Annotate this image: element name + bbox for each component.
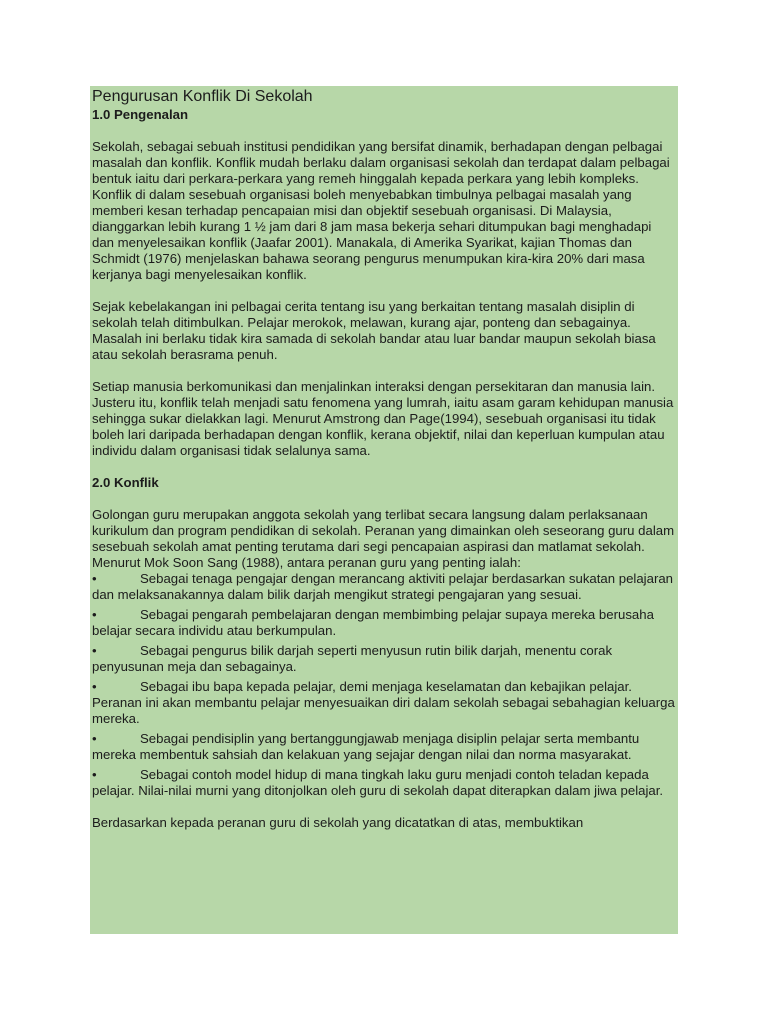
list-item [92,643,676,675]
list-item [92,731,676,763]
section-heading-pengenalan: 1.0 Pengenalan [92,107,189,122]
bullet-icon: • [92,679,97,694]
list-item-text: Sebagai tenaga pengajar dengan merancang aktiviti pelajar berdasarkan sukatan pelajaran dan melaksanakannya dalam bilik darjah mengikut strategi pengajaran yang sesuai. [92,571,673,602]
list-item-text: Sebagai pendisiplin yang bertanggungjawab menjaga disiplin pelajar serta membantu mereka membentuk sahsiah dan kelakuan yang sejajar dengan nilai dan norma masyarakat. [92,731,640,762]
bullet-icon: • [92,643,97,658]
section-heading-konflik: 2.0 Konflik [92,475,159,490]
bullet-icon: • [92,731,97,746]
document-page [90,86,678,934]
list-item-text: Sebagai contoh model hidup di mana tingkah laku guru menjadi contoh teladan kepada pelajar. Nilai-nilai murni yang ditonjolkan oleh guru di sekolah dapat diterapkan dalam jiwa pelajar. [92,767,664,798]
paragraph-pengenalan-3: Setiap manusia berkomunikasi dan menjalinkan interaksi dengan persekitaran dan manusia lain. Justeru itu, konflik telah menjadi satu fenomena yang lumrah, iaitu asam garam kehidupan manusia sehingga sukar dielakkan lagi. Menurut Amstrong dan Page(1994), sesebuah organisasi itu tidak boleh lari daripada berhadapan dengan konflik, kerana objektif, nilai dan keperluan kumpulan atau individu dalam organisasi tidak selalunya sama. [92,379,674,458]
list-item-text: Sebagai ibu bapa kepada pelajar, demi menjaga keselamatan dan kebajikan pelajar. Peranan ini akan membantu pelajar menyesuaikan diri dalam sekolah sebagai sebahagian keluarga mereka. [92,679,675,726]
bullet-icon: • [92,607,97,622]
paragraph-konflik-closing: Berdasarkan kepada peranan guru di sekolah yang dicatatkan di atas, membuktikan [92,815,584,830]
page-title: Pengurusan Konflik Di Sekolah [92,88,313,105]
document-content [92,88,676,831]
teacher-roles-list [92,571,676,799]
list-item [92,767,676,799]
list-item-text: Sebagai pengurus bilik darjah seperti menyusun rutin bilik darjah, menentu corak penyusunan meja dan sebagainya. [92,643,613,674]
bullet-icon: • [92,767,97,782]
list-item [92,607,676,639]
paragraph-pengenalan-1: Sekolah, sebagai sebuah institusi pendidikan yang bersifat dinamik, berhadapan dengan pelbagai masalah dan konflik. Konflik mudah berlaku dalam organisasi sekolah dan terdapat dalam pelbagai bentuk iaitu dari perkara-perkara yang remeh hinggalah kepada perkara yang lebih kompleks. Konflik di dalam sesebuah organisasi boleh menyebabkan timbulnya pelbagai masalah yang memberi kesan terhadap pencapaian misi dan objektif sesebuah organisasi. Di Malaysia, dianggarkan lebih kurang 1 ½ jam dari 8 jam masa bekerja sehari ditumpukan bagi menghadapi dan menyelesaikan konflik (Jaafar 2001). Manakala, di Amerika Syarikat, kajian Thomas dan Schmidt (1976) menjelaskan bahawa seorang pengurus menumpukan kira-kira 20% dari masa kerjanya bagi menyelesaikan konflik. [92,139,670,282]
paragraph-pengenalan-2: Sejak kebelakangan ini pelbagai cerita tentang isu yang berkaitan tentang masalah disiplin di sekolah telah ditimbulkan. Pelajar merokok, melawan, kurang ajar, ponteng dan sebagainya. Masalah ini berlaku tidak kira samada di sekolah bandar atau luar bandar maupun sekolah biasa atau sekolah berasrama penuh. [92,299,656,362]
bullet-icon: • [92,571,97,586]
paragraph-konflik-intro: Golongan guru merupakan anggota sekolah yang terlibat secara langsung dalam perlaksanaan kurikulum dan program pendidikan di sekolah. Peranan yang dimainkan oleh seseorang guru dalam sesebuah sekolah amat penting terutama dari segi pencapaian aspirasi dan matlamat sekolah. Menurut Mok Soon Sang (1988), antara peranan guru yang penting ialah: [92,507,675,570]
list-item [92,679,676,727]
list-item [92,571,676,603]
list-item-text: Sebagai pengarah pembelajaran dengan membimbing pelajar supaya mereka berusaha belajar secara individu atau berkumpulan. [92,607,654,638]
